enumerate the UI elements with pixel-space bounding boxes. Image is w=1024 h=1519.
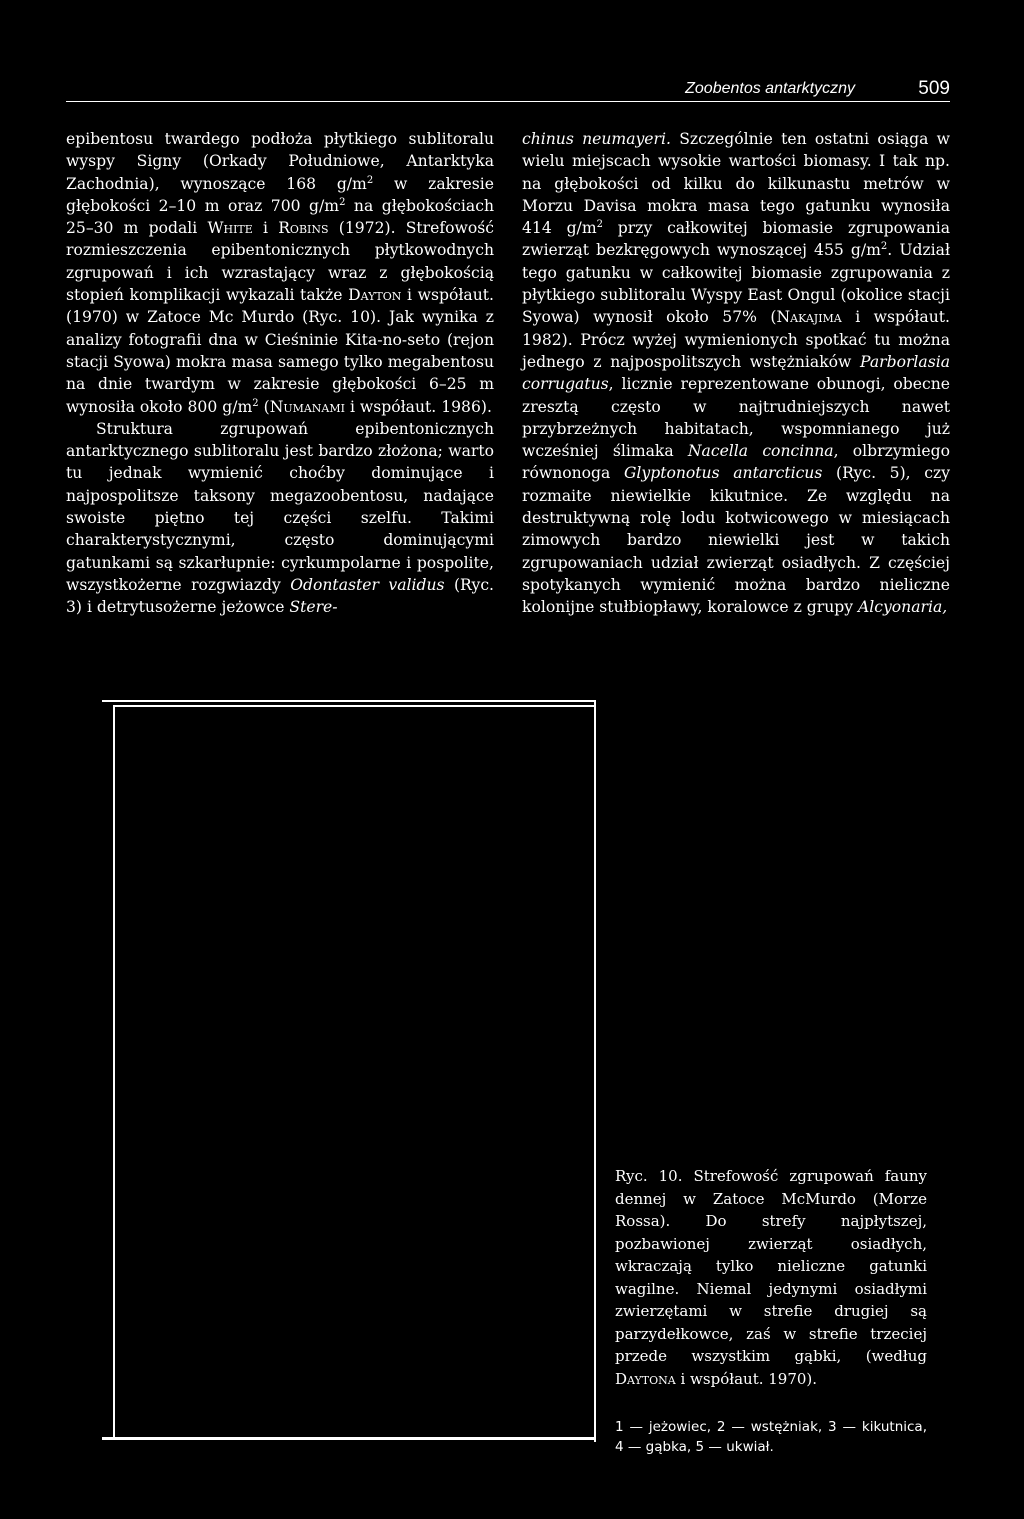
species-odontaster: Odontaster validus xyxy=(290,575,445,594)
author-daytona: Daytona xyxy=(615,1369,676,1388)
author-numanami: Numanami xyxy=(269,397,345,416)
left-paragraph-1: epibentosu twardego podłoża płytkiego sublitoralu wyspy Signy (Orkady Południowe, Antarktyka Zachodnia), wynoszące 168 $g/m^2$ w zakresie głębokości 2–10 m oraz 700 $g/m^2$ na głębokościach 25–30 m podali White i Robins (1972). Strefowość rozmieszczenia epibentonicznych płytkowodnych zgrupowań i ich wzrastający wraz z głębokością stopień komplikacji wykazali także Dayton i współaut. (1970) w Zatoce Mc Murdo (Ryc. 10). Jak wynika z analizy fotografii dna w Cieśninie Kita-no-seto (rejon stacji Syowa) mokra masa samego tylko megabentosu na dnie twardym w zakresie głębokości 6–25 m wynosiła około 800 $g/m^2$ (Numanami i współaut. 1986). xyxy=(66,130,494,416)
species-sterechinus-start: Stere- xyxy=(289,598,338,617)
figure-caption: Ryc. 10. Strefowość zgrupowań fauny dennej w Zatoce McMurdo (Morze Rossa). Do strefy najpłytszej, pozbawionej zwierząt osiadłych, wkraczają tylko nieliczne gatunki wagilne. Niemal jedynymi osiadłymi zwierzętami w strefie drugiej są parzydełkowce, zaś w strefie trzeciej przede wszystkim gąbki, (według Daytona i współaut. 1970). xyxy=(615,1167,927,1388)
taxon-alcyonaria: Alcyonaria, xyxy=(858,598,948,617)
species-nacella: Nacella concinna xyxy=(687,442,834,461)
species-sterechinus-end: chinus neumayeri. xyxy=(522,130,671,148)
header-rule xyxy=(66,101,950,102)
author-robins: Robins xyxy=(278,219,329,238)
right-paragraph-1: chinus neumayeri. Szczególnie ten ostatni osiąga w wielu miejscach wysokie wartości biomasy. I tak np. na głębokości od kilku do kilkunastu metrów w Morzu Davisa mokra masa tego gatunku wynosiła 414 $g/m^2$ przy całkowitej biomasie zgrupowania zwierząt bezkręgowych wynoszącej 455 $g/m^2$. Udział tego gatunku w całkowitej biomasie zgrupowania z płytkiego sublitoralu Wyspy East Ongul (okolice stacji Syowa) wynosił około 57% (Nakajima i współaut. 1982). Prócz wyżej wymienionych spotkać tu można jednego z najpospolitszych wstężniaków Parborlasia corrugatus, licznie reprezentowane obunogi, obecne zresztą często w najtrudniejszych nawet przybrzeżnych habitatach, wspomnianego już wcześniej ślimaka Nacella concinna, olbrzymiego równonoga Glyptonotus antarcticus (Ryc. 5), czy rozmaite niewielkie kikutnice. Ze względu na destruktywną rolę lodu kotwicowego w miesiącach zimowych bardzo niewielki jest w takich zgrupowaniach udział zwierząt osiadłych. Z częściej spotykanych wymienić można bardzo nieliczne kolonijne stułbiopławy, koralowce z grupy Alcyonaria, xyxy=(522,130,951,617)
page-number: 509 xyxy=(918,78,950,99)
running-title: Zoobentos antarktyczny xyxy=(685,80,855,97)
author-nakajima: Nakajima xyxy=(776,308,842,327)
figure-image-area xyxy=(113,705,596,1439)
left-paragraph-2: Struktura zgrupowań epibentonicznych antarktycznego sublitoralu jest bardzo złożona; warto tu jednak wymienić choćby dominujące i najpospolitsze taksony megazoobentosu, nadające swoiste piętno tej części szelfu. Takimi charakterystycznymi, często dominującymi gatunkami są szkarłupnie: cyrkumpolarne i pospolite, wszystkożerne rozgwiazdy Odontaster validus (Ryc. 3) i detrytusożerne jeżowce Stere- xyxy=(66,419,495,617)
left-column xyxy=(66,128,494,619)
species-glyptonotus: Glyptonotus antarcticus xyxy=(623,464,823,483)
figure-frame-top xyxy=(102,700,595,702)
author-dayton: Dayton xyxy=(348,286,402,305)
species-parborlasia: Parborlasia corrugatus xyxy=(522,352,950,394)
right-column xyxy=(522,128,950,619)
author-white: White xyxy=(207,219,253,238)
figure-legend: 1 — jeżowiec, 2 — wstężniak, 3 — kikutnica, 4 — gąbka, 5 — ukwiał. xyxy=(615,1419,927,1455)
